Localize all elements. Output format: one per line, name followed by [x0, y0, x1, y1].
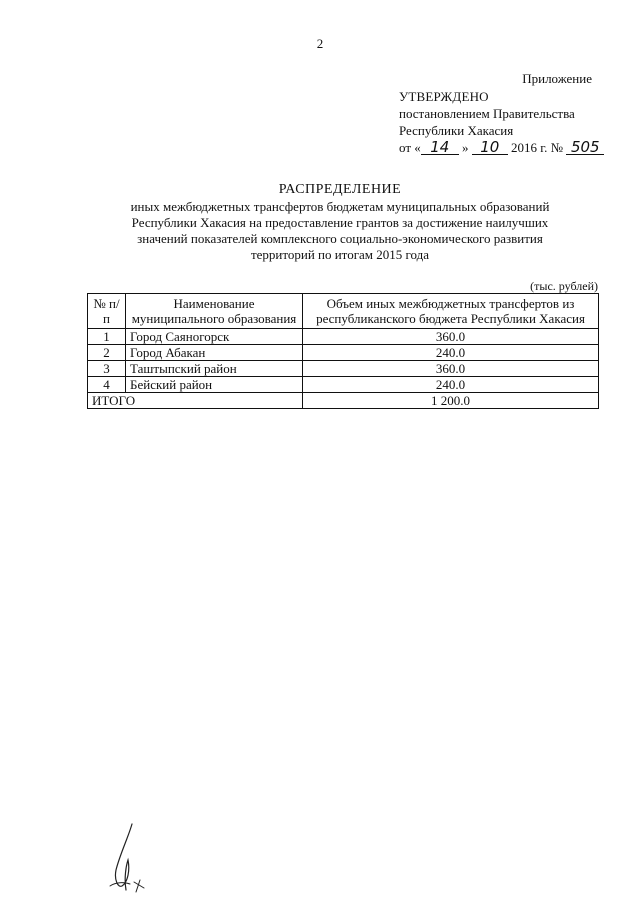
page-number: 2	[316, 36, 324, 51]
row-value: 240.0	[303, 345, 599, 361]
approval-block	[399, 88, 604, 156]
date-prefix: от «	[399, 140, 421, 155]
approved-title: УТВЕРЖДЕНО	[399, 89, 489, 104]
row-name: Бейский район	[126, 377, 303, 393]
table-row	[88, 361, 599, 377]
table-row	[88, 345, 599, 361]
row-num: 1	[88, 329, 126, 345]
document-heading	[90, 182, 590, 263]
table-row	[88, 329, 599, 345]
heading-line-4: территорий по итогам 2015 года	[250, 247, 430, 262]
handwritten-decree-number: 505	[566, 141, 604, 155]
heading-line-1: иных межбюджетных трансфертов бюджетам муниципальных образований	[130, 199, 550, 214]
total-label: ИТОГО	[88, 393, 303, 409]
handwritten-day: 14	[421, 141, 459, 155]
row-num: 4	[88, 377, 126, 393]
row-num: 2	[88, 345, 126, 361]
heading-line-2: Республики Хакасия на предоставление грантов за достижение наилучших	[131, 215, 549, 230]
total-value: 1 200.0	[303, 393, 599, 409]
row-name: Город Абакан	[126, 345, 303, 361]
header-num: № п/п	[88, 294, 126, 329]
header-value: Объем иных межбюджетных трансфертов из республиканского бюджета Республики Хакасия	[303, 294, 599, 329]
heading-line-3: значений показателей комплексного социально-экономического развития	[137, 231, 543, 246]
table-header-row	[88, 294, 599, 329]
date-mid: »	[462, 140, 469, 155]
approval-line-1: постановлением Правительства	[399, 106, 575, 121]
row-value: 240.0	[303, 377, 599, 393]
row-name: Таштыпский район	[126, 361, 303, 377]
appendix-label: Приложение	[522, 71, 592, 86]
table-total-row	[88, 393, 599, 409]
table-row	[88, 377, 599, 393]
approval-date-line	[399, 139, 604, 156]
handwritten-signature	[104, 820, 164, 900]
row-value: 360.0	[303, 361, 599, 377]
header-name: Наименование муниципального образования	[126, 294, 303, 329]
row-num: 3	[88, 361, 126, 377]
date-year-text: 2016 г. №	[511, 140, 564, 155]
transfers-table	[87, 293, 599, 409]
row-name: Город Саяногорск	[126, 329, 303, 345]
approval-line-2: Республики Хакасия	[399, 123, 514, 138]
row-value: 360.0	[303, 329, 599, 345]
heading-title: РАСПРЕДЕЛЕНИЕ	[278, 182, 402, 197]
handwritten-month: 10	[472, 141, 508, 155]
units-label: (тыс. рублей)	[530, 279, 598, 293]
